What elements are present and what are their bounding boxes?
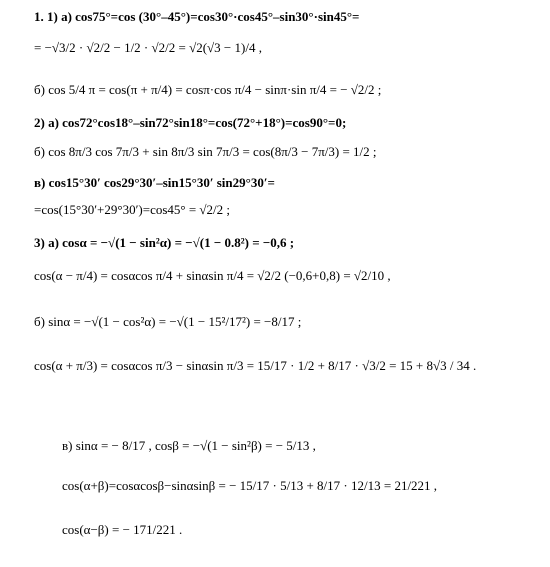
line-8-text: 3) а) cosα = −√(1 − sin²α) = −√(1 − 0.8²) = −0,6 ; [34,234,295,250]
line-1-text: 1. 1) а) cos75°=cos (30°–45°)=cos30°·cos45°–sin30°·sin45°= [34,8,360,24]
line-13 [62,468,437,502]
line-1 [34,6,359,26]
line-12-text: в) sinα = − 8/17 , cosβ = −√(1 − sin²β) = − 5/13 , [62,437,316,453]
line-6-text: в) cos15°30′ cos29°30′–sin15°30′ sin29°30′= [34,174,275,190]
line-13-text: cos(α+β)=cosαcosβ−sinαsinβ = − 15/17 · 5/13 + 8/17 · 12/13 = 21/221 , [62,477,438,493]
line-10-text: б) sinα = −√(1 − cos²α) = −√(1 − 15²/17²) = −8/17 ; [34,313,302,329]
line-6 [34,172,275,192]
line-9 [34,258,391,292]
line-4 [34,112,346,132]
line-4-text: 2) а) cos72°cos18°–sin72°sin18°=cos(72°+18°)=cos90°=0; [34,114,347,130]
line-9-text: cos(α − π/4) = cosαcos π/4 + sinαsin π/4 = √2/2 (−0,6+0,8) = √2/10 , [34,267,391,283]
line-2 [34,30,262,64]
line-3 [34,72,381,106]
line-3-text: б) cos 5/4 π = cos(π + π/4) = cosπ·cos π/4 − sinπ·sin π/4 = − √2/2 ; [34,81,382,97]
line-2-text: = −√3/2 · √2/2 − 1/2 · √2/2 = √2(√3 − 1)/4 , [34,39,262,55]
line-11 [34,348,476,382]
line-5 [34,134,377,168]
line-7 [34,192,230,226]
line-8 [34,232,294,252]
line-14-text: cos(α−β) = − 171/221 . [62,521,183,537]
line-10 [34,304,301,338]
line-14 [62,512,182,546]
line-12 [62,428,316,462]
line-7-text: =cos(15°30′+29°30′)=cos45° = √2/2 ; [34,201,231,217]
line-11-text: cos(α + π/3) = cosαcos π/3 − sinαsin π/3 = 15/17 · 1/2 + 8/17 · √3/2 = 15 + 8√3 / 34 . [34,357,477,373]
line-5-text: б) cos 8π/3 cos 7π/3 + sin 8π/3 sin 7π/3 = cos(8π/3 − 7π/3) = 1/2 ; [34,143,377,159]
